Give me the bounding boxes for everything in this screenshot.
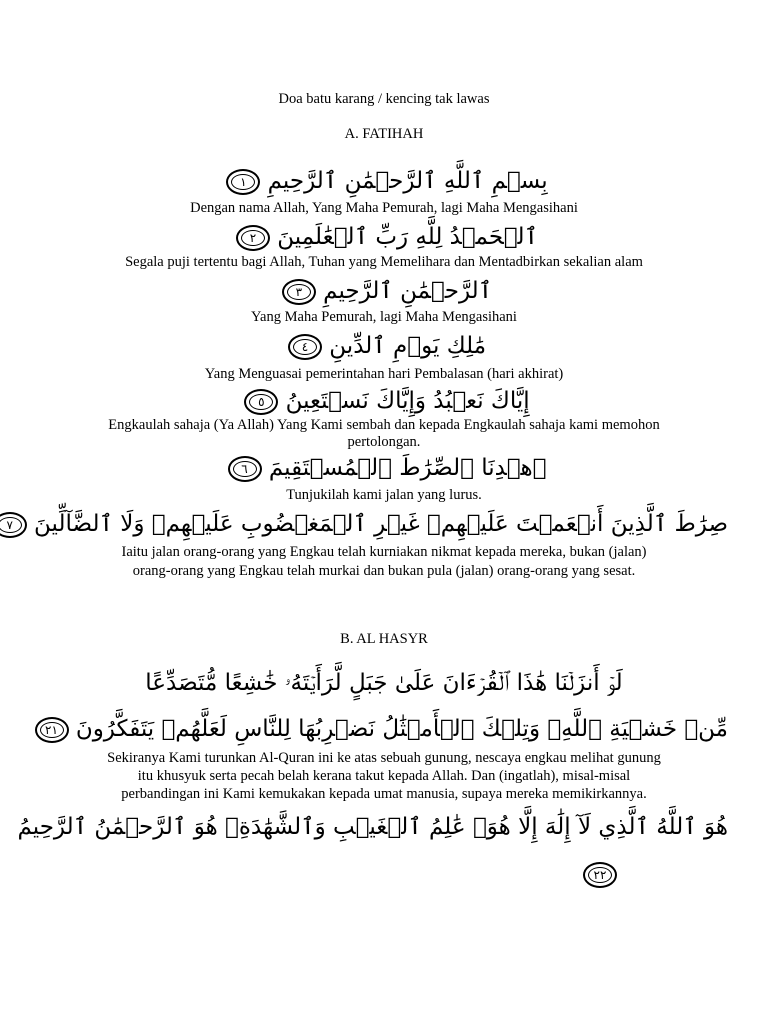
fatihah-verse-1-translation: Dengan nama Allah, Yang Maha Pemurah, lagi Maha Mengasihani <box>190 200 578 216</box>
fatihah-verse-3-arabic: ٱلرَّحۡمَٰنِ ٱلرَّحِيمِ ٣ <box>40 274 728 308</box>
fatihah-verse-4-translation: Yang Menguasai pemerintahan hari Pembalasan (hari akhirat) <box>204 366 564 382</box>
verse-number-7-marker: ٧ <box>0 512 27 538</box>
verse-number-6-marker: ٦ <box>228 456 262 482</box>
verse-number-21-marker: ٢١ <box>35 717 69 743</box>
section-b-heading: B. AL HASYR <box>340 631 428 647</box>
fatihah-verse-2-arabic: ٱلۡحَمۡدُ لِلَّهِ رَبِّ ٱلۡعَٰلَمِينَ ٢ <box>40 220 728 254</box>
fatihah-verse-6-arabic: ٱهۡدِنَا ٱلصِّرَٰطَ ٱلۡمُسۡتَقِيمَ ٦ <box>40 451 728 485</box>
fatihah-verse-4-arabic: مَٰلِكِ يَوۡمِ ٱلدِّينِ ٤ <box>40 329 728 363</box>
fatihah-verse-7-translation-line-2: orang-orang yang Engkau telah murkai dan bukan pula (jalan) orang-orang yang sesat. <box>132 563 636 579</box>
fatihah-verse-7-translation-line-1: Iaitu jalan orang-orang yang Engkau telah kurniakan nikmat kepada mereka, bukan (jalan) <box>121 544 647 560</box>
verse-number-4-marker: ٤ <box>288 334 322 360</box>
hasyr-verse-21-arabic-line-2: مِّنۡ خَشۡيَةِ ٱللَّهِۚ وَتِلۡكَ ٱلۡأَمۡثَٰلُ نَضۡرِبُهَا لِلنَّاسِ لَعَلَّهُمۡ يَتَفَكَّرُونَ ٢١ <box>40 712 728 746</box>
hasyr-verse-22-arabic: هُوَ ٱللَّهُ ٱلَّذِي لَآ إِلَٰهَ إِلَّا هُوَۖ عَٰلِمُ ٱلۡغَيۡبِ وَٱلشَّهَٰدَةِۖ هُوَ ٱلرَّحۡمَٰنُ ٱلرَّحِيمُ <box>17 814 728 840</box>
verse-number-5-marker: ٥ <box>244 389 278 415</box>
document-title: Doa batu karang / kencing tak lawas <box>278 91 490 107</box>
hasyr-verse-21-arabic-line-1: لَوۡ أَنزَلۡنَا هَٰذَا ٱلۡقُرۡءَانَ عَلَىٰ جَبَلٍ لَّرَأَيۡتَهُۥ خَٰشِعًا مُّتَصَدِّعًا <box>145 670 623 696</box>
fatihah-verse-5-translation-line-1: Engkaulah sahaja (Ya Allah) Yang Kami sembah dan kepada Engkaulah sahaja kami memohon <box>108 417 660 433</box>
fatihah-verse-3-translation: Yang Maha Pemurah, lagi Maha Mengasihani <box>251 309 517 325</box>
verse-number-22-marker: ٢٢ <box>583 862 617 888</box>
fatihah-verse-5-translation-line-2: pertolongan. <box>347 434 421 450</box>
hasyr-verse-21-translation-line-2: itu khusyuk serta pecah belah kerana takut kepada Allah. Dan (ingatlah), misal-misal <box>137 768 631 784</box>
verse-number-2-marker: ٢ <box>236 225 270 251</box>
verse-number-3-marker: ٣ <box>282 279 316 305</box>
hasyr-verse-21-translation-line-1: Sekiranya Kami turunkan Al-Quran ini ke atas sebuah gunung, nescaya engkau melihat gunung <box>107 750 661 766</box>
fatihah-verse-1-arabic: بِسۡمِ ٱللَّهِ ٱلرَّحۡمَٰنِ ٱلرَّحِيمِ ١ <box>40 164 728 198</box>
hasyr-verse-21-translation-line-3: perbandingan ini Kami kemukakan kepada umat manusia, supaya mereka memikirkannya. <box>121 786 647 802</box>
fatihah-verse-7-arabic: صِرَٰطَ ٱلَّذِينَ أَنۡعَمۡتَ عَلَيۡهِمۡ غَيۡرِ ٱلۡمَغۡضُوبِ عَلَيۡهِمۡ وَلَا ٱلضَّآلِّينَ ٧ <box>40 507 728 541</box>
verse-number-1-marker: ١ <box>226 169 260 195</box>
fatihah-verse-2-translation: Segala puji tertentu bagi Allah, Tuhan yang Memelihara dan Mentadbirkan sekalian alam <box>125 254 643 270</box>
fatihah-verse-6-translation: Tunjukilah kami jalan yang lurus. <box>286 487 482 503</box>
fatihah-verse-5-arabic: إِيَّاكَ نَعۡبُدُ وَإِيَّاكَ نَسۡتَعِينُ ٥ <box>40 384 728 418</box>
section-a-heading: A. FATIHAH <box>344 126 424 142</box>
